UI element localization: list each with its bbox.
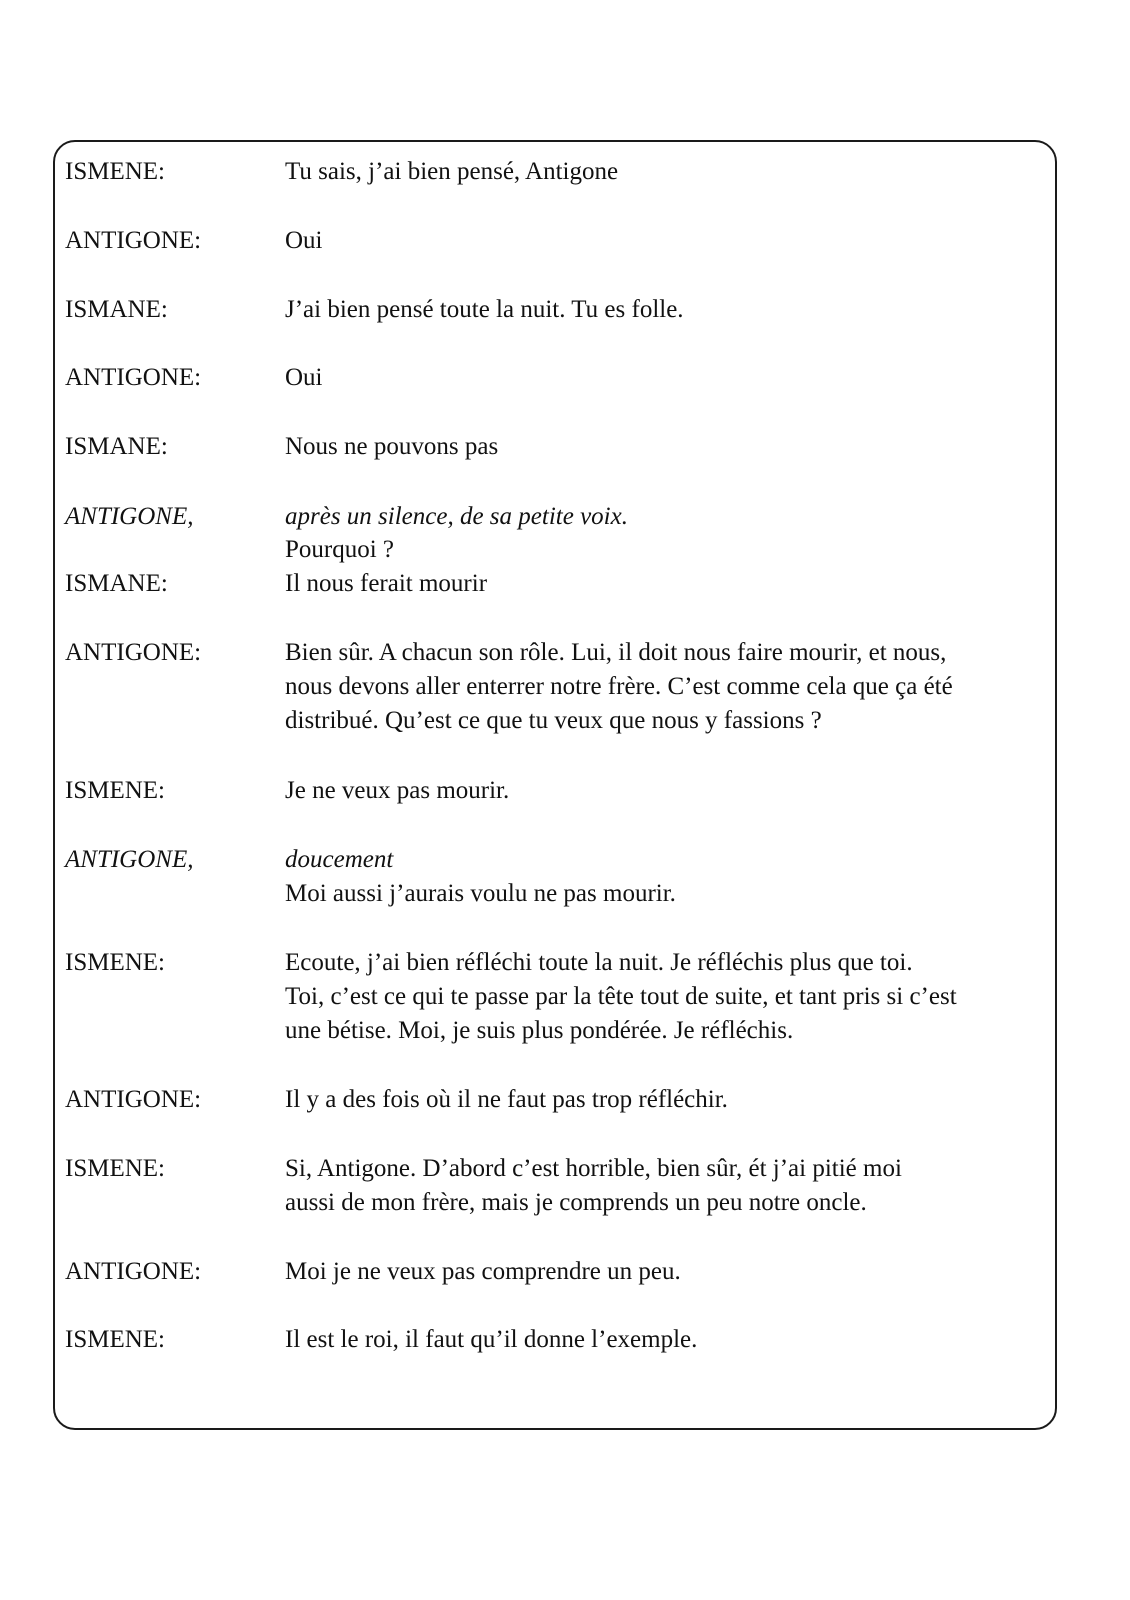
speaker-label: ISMENE: xyxy=(65,777,165,804)
speaker-label: ANTIGONE: xyxy=(65,1086,202,1113)
speaker-label: ISMENE: xyxy=(65,1155,165,1182)
dialogue-line: J’ai bien pensé toute la nuit. Tu es folle. xyxy=(285,296,684,323)
dialogue-line: Il y a des fois où il ne faut pas trop réfléchir. xyxy=(285,1086,728,1113)
stage-direction: après un silence, de sa petite voix. xyxy=(285,503,628,530)
dialogue-line: distribué. Qu’est ce que tu veux que nous y fassions ? xyxy=(285,707,822,734)
dialogue-line: Ecoute, j’ai bien réfléchi toute la nuit. Je réfléchis plus que toi. xyxy=(285,949,913,976)
dialogue-line: aussi de mon frère, mais je comprends un peu notre oncle. xyxy=(285,1189,867,1216)
speaker-label: ANTIGONE, xyxy=(65,503,194,530)
dialogue-frame xyxy=(53,140,1057,1430)
dialogue-line: Moi je ne veux pas comprendre un peu. xyxy=(285,1258,681,1285)
dialogue-line: Moi aussi j’aurais voulu ne pas mourir. xyxy=(285,880,676,907)
dialogue-line: Oui xyxy=(285,227,323,254)
speaker-label: ANTIGONE: xyxy=(65,227,202,254)
dialogue-line: Toi, c’est ce qui te passe par la tête tout de suite, et tant pris si c’est xyxy=(285,983,957,1010)
dialogue-line: Il est le roi, il faut qu’il donne l’exemple. xyxy=(285,1326,698,1353)
speaker-label: ISMANE: xyxy=(65,433,168,460)
dialogue-line: une bétise. Moi, je suis plus pondérée. Je réfléchis. xyxy=(285,1017,794,1044)
dialogue-line: Bien sûr. A chacun son rôle. Lui, il doit nous faire mourir, et nous, xyxy=(285,639,947,666)
speaker-label: ISMENE: xyxy=(65,949,165,976)
dialogue-line: Il nous ferait mourir xyxy=(285,570,488,597)
dialogue-line: Nous ne pouvons pas xyxy=(285,433,499,460)
dialogue-line: Je ne veux pas mourir. xyxy=(285,777,510,804)
dialogue-line: Tu sais, j’ai bien pensé, Antigone xyxy=(285,158,619,185)
speaker-label: ANTIGONE: xyxy=(65,639,202,666)
speaker-label: ANTIGONE: xyxy=(65,1258,202,1285)
speaker-label: ANTIGONE, xyxy=(65,846,194,873)
dialogue-line: Oui xyxy=(285,364,323,391)
speaker-label: ISMANE: xyxy=(65,570,168,597)
speaker-label: ISMENE: xyxy=(65,158,165,185)
speaker-label: ISMANE: xyxy=(65,296,168,323)
dialogue-line: Si, Antigone. D’abord c’est horrible, bien sûr, ét j’ai pitié moi xyxy=(285,1155,902,1182)
dialogue-line: nous devons aller enterrer notre frère. C’est comme cela que ça été xyxy=(285,673,953,700)
dialogue-line: Pourquoi ? xyxy=(285,536,395,563)
speaker-label: ANTIGONE: xyxy=(65,364,202,391)
stage-direction: doucement xyxy=(285,846,394,873)
speaker-label: ISMENE: xyxy=(65,1326,165,1353)
